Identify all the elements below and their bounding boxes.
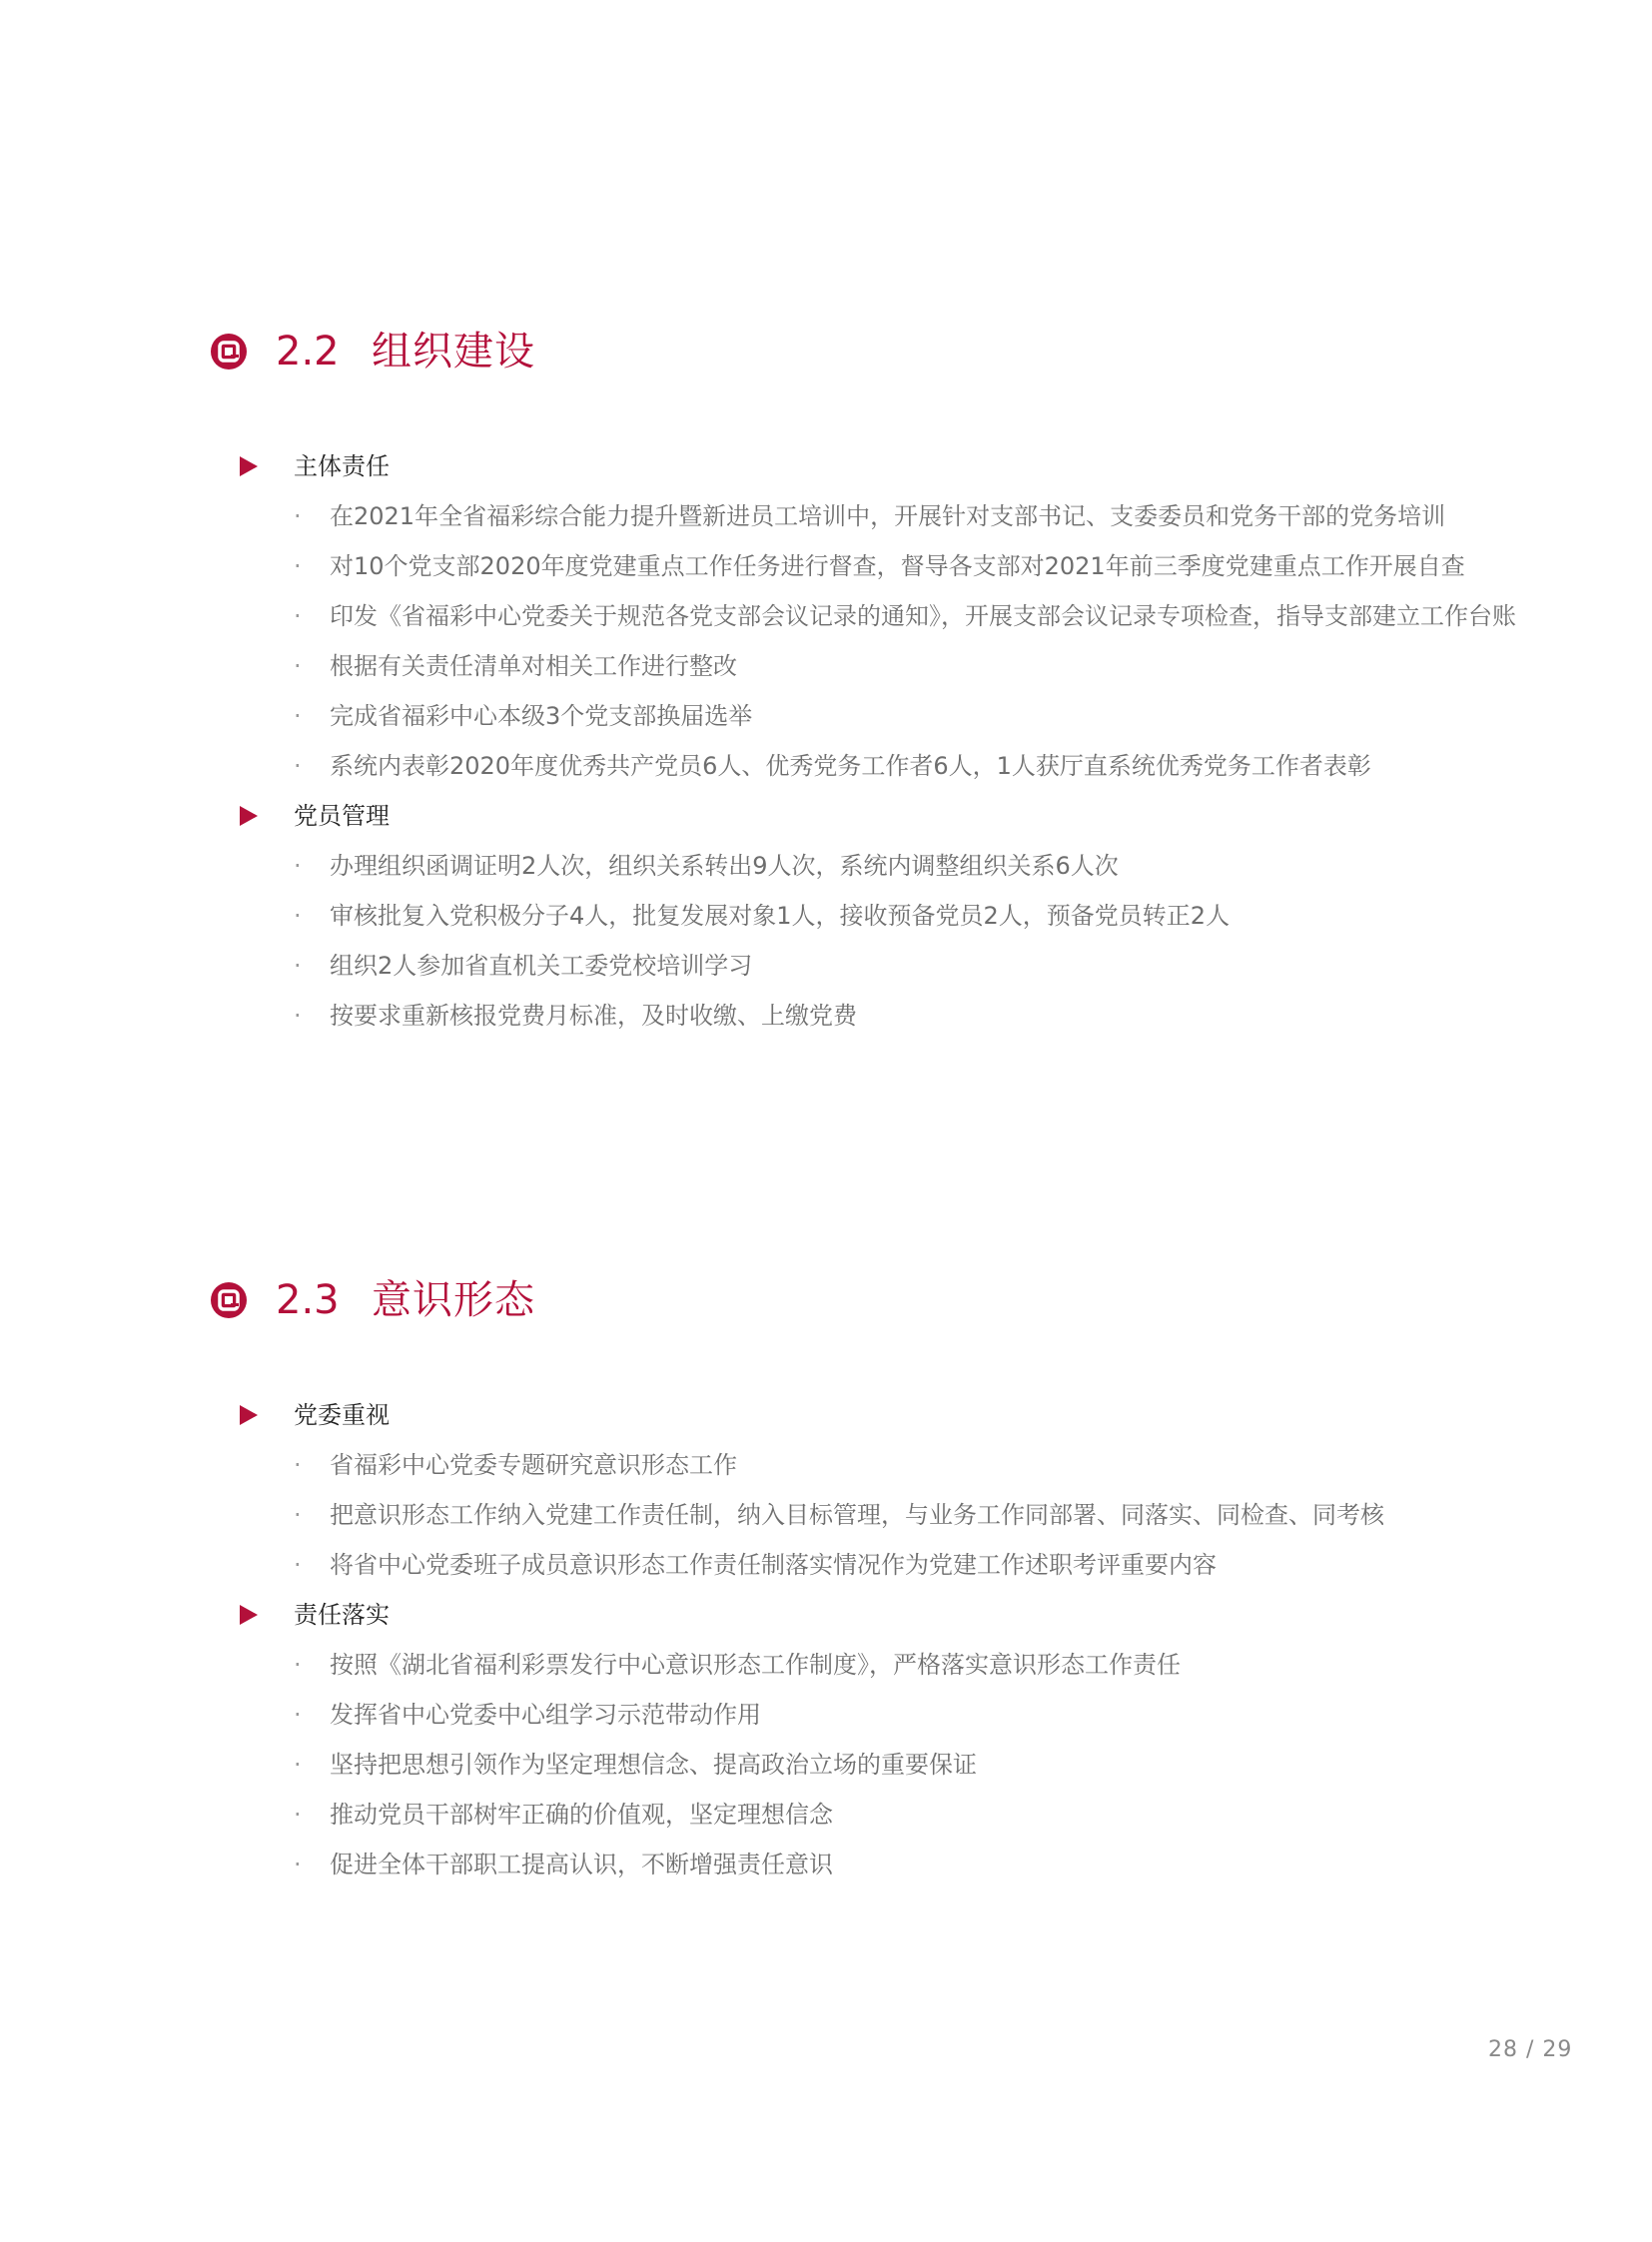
dot-bullet: · xyxy=(294,1701,302,1729)
subsection-header xyxy=(210,791,1448,841)
subsection-header xyxy=(210,441,1448,491)
item-text: 按要求重新核报党费月标准，及时收缴、上缴党费 xyxy=(330,1002,857,1030)
dot-bullet: · xyxy=(294,1751,302,1779)
item-text: 把意识形态工作纳入党建工作责任制，纳入目标管理，与业务工作同部署、同落实、同检查、同考核 xyxy=(330,1501,1384,1529)
list-item xyxy=(210,491,1628,541)
dot-bullet: · xyxy=(294,702,302,730)
triangle-bullet-icon xyxy=(240,456,258,476)
subsection-header xyxy=(210,1590,1448,1640)
page-number: 28 / 29 xyxy=(1488,2037,1573,2062)
item-text: 根据有关责任清单对相关工作进行整改 xyxy=(330,652,737,680)
dot-bullet: · xyxy=(294,1801,302,1829)
item-text: 在2021年全省福彩综合能力提升暨新进员工培训中，开展针对支部书记、支委委员和党务干部的党务培训 xyxy=(330,502,1446,530)
section-header xyxy=(210,1270,1448,1330)
section-header xyxy=(210,322,1448,381)
logo-icon xyxy=(210,333,248,371)
section-2-3 xyxy=(210,1270,1448,1889)
item-text: 发挥省中心党委中心组学习示范带动作用 xyxy=(330,1701,761,1729)
subsection-main-responsibility xyxy=(210,441,1516,791)
section-number: 2.2 xyxy=(276,329,340,374)
list-item xyxy=(210,1440,1628,1490)
list-item xyxy=(210,1640,1628,1690)
dot-bullet: · xyxy=(294,952,302,980)
subsection-label: 党委重视 xyxy=(294,1401,390,1429)
subsection-label: 责任落实 xyxy=(294,1601,390,1629)
section-title: 意识形态 xyxy=(372,1277,535,1323)
item-text: 审核批复入党积极分子4人，批复发展对象1人，接收预备党员2人，预备党员转正2人 xyxy=(330,902,1231,930)
dot-bullet: · xyxy=(294,652,302,680)
list-item xyxy=(210,741,1628,791)
list-item xyxy=(210,1690,1628,1740)
list-item xyxy=(210,841,1628,891)
subsection-list xyxy=(210,441,1516,1041)
item-list xyxy=(210,1640,1448,1889)
dot-bullet: · xyxy=(294,1651,302,1679)
section-number: 2.3 xyxy=(276,1277,340,1323)
logo-icon xyxy=(210,1281,248,1319)
item-text: 省福彩中心党委专题研究意识形态工作 xyxy=(330,1451,737,1479)
dot-bullet: · xyxy=(294,1551,302,1579)
item-list xyxy=(210,841,1448,1041)
list-item xyxy=(210,541,1628,591)
triangle-bullet-icon xyxy=(240,1605,258,1625)
item-list xyxy=(210,1440,1448,1590)
item-text: 促进全体干部职工提高认识，不断增强责任意识 xyxy=(330,1851,833,1878)
subsection-member-management xyxy=(210,791,1448,1041)
triangle-bullet-icon xyxy=(240,806,258,826)
list-item xyxy=(210,941,1628,991)
dot-bullet: · xyxy=(294,852,302,880)
subsection-label: 主体责任 xyxy=(294,452,390,480)
item-text: 系统内表彰2020年度优秀共产党员6人、优秀党务工作者6人，1人获厅直系统优秀党务工作者表彰 xyxy=(330,752,1371,780)
dot-bullet: · xyxy=(294,602,302,630)
item-list xyxy=(210,491,1516,791)
list-item xyxy=(210,1840,1628,1889)
dot-bullet: · xyxy=(294,752,302,780)
dot-bullet: · xyxy=(294,902,302,930)
dot-bullet: · xyxy=(294,502,302,530)
list-item xyxy=(210,691,1628,741)
item-text: 按照《湖北省福利彩票发行中心意识形态工作制度》，严格落实意识形态工作责任 xyxy=(330,1651,1181,1679)
item-text: 完成省福彩中心本级3个党支部换届选举 xyxy=(330,702,753,730)
subsection-responsibility-implementation xyxy=(210,1590,1448,1889)
item-text: 坚持把思想引领作为坚定理想信念、提高政治立场的重要保证 xyxy=(330,1751,977,1779)
list-item xyxy=(210,1540,1628,1590)
section-2-2 xyxy=(210,322,1516,1041)
item-text: 推动党员干部树牢正确的价值观，坚定理想信念 xyxy=(330,1801,833,1829)
item-text: 印发《省福彩中心党委关于规范各党支部会议记录的通知》，开展支部会议记录专项检查，指导支部建立工作台账 xyxy=(330,602,1516,630)
dot-bullet: · xyxy=(294,1002,302,1030)
item-text: 组织2人参加省直机关工委党校培训学习 xyxy=(330,952,753,980)
dot-bullet: · xyxy=(294,1451,302,1479)
item-text: 将省中心党委班子成员意识形态工作责任制落实情况作为党建工作述职考评重要内容 xyxy=(330,1551,1217,1579)
dot-bullet: · xyxy=(294,1851,302,1878)
subsection-header xyxy=(210,1390,1448,1440)
dot-bullet: · xyxy=(294,552,302,580)
subsection-label: 党员管理 xyxy=(294,802,390,830)
list-item xyxy=(210,1490,1628,1540)
section-title: 组织建设 xyxy=(372,329,535,374)
list-item xyxy=(210,641,1628,691)
list-item xyxy=(210,591,1628,641)
subsection-party-committee-attention xyxy=(210,1390,1448,1590)
list-item xyxy=(210,891,1628,941)
triangle-bullet-icon xyxy=(240,1405,258,1425)
dot-bullet: · xyxy=(294,1501,302,1529)
list-item xyxy=(210,1790,1628,1840)
list-item xyxy=(210,991,1628,1041)
subsection-list xyxy=(210,1390,1448,1889)
item-text: 办理组织函调证明2人次，组织关系转出9人次，系统内调整组织关系6人次 xyxy=(330,852,1119,880)
list-item xyxy=(210,1740,1628,1790)
item-text: 对10个党支部2020年度党建重点工作任务进行督查，督导各支部对2021年前三季度党建重点工作开展自查 xyxy=(330,552,1465,580)
